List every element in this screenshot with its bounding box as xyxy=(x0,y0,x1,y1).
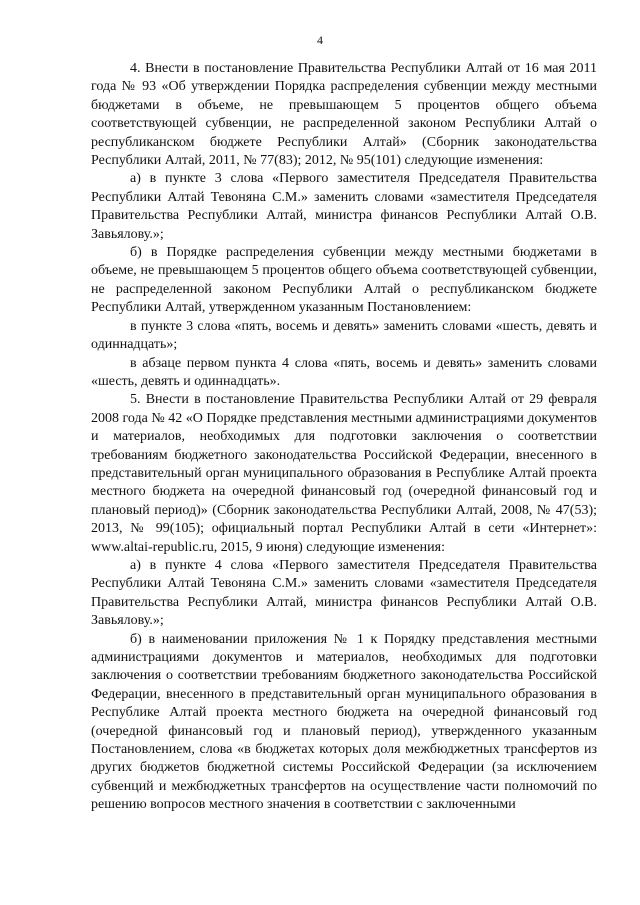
paragraph-item-5: 5. Внести в постановление Правительства Республики Алтай от 29 февраля 2008 года № 42 «О Порядке представления местными администрациями документов и материалов, необходимых для подготовки заключения о соответствии требованиям бюджетного законодательства Российской Федерации, внесенного в представительный орган муниципального образования в Республике Алтай проекта местного бюджета на очередной финансовый год (очередной финансовый год и плановый период)» (Сборник законодательства Республики Алтай, 2008, № 47(53); 2013, № 99(105); официальный портал Республики Алтай в сети «Интернет»: www.altai-republic.ru, 2015, 9 июня) следующие изменения: xyxy=(91,392,597,555)
paragraph-subitem-5b: б) в наименовании приложения № 1 к Порядку представления местными администрациями документов и материалов, необходимых для подготовки заключения о соответствии требованиям бюджетного законодательства Российской Федерации, внесенного в представительный орган муниципального образования в Республике Алтай проекта местного бюджета на очередной финансовый год (очередной финансовый год и плановый период), утвержденного указанным Постановлением, слова «в бюджетах которых доля межбюджетных трансфертов из других бюджетов бюджетной системы Российской Федерации (за исключением субвенций и межбюджетных трансфертов на осуществление части полномочий по решению вопросов местного значения в соответствии с заключенными xyxy=(91,631,597,813)
paragraph-subitem-4b: б) в Порядке распределения субвенции между местными бюджетами в объеме, не превышающем 5 процентов общего объема соответствующей субвенции, не распределенной законом Республики Алтай о республиканском бюджете Республики Алтай, утвержденном указанным Постановлением: xyxy=(91,245,597,316)
paragraph-subitem-4a: а) в пункте 3 слова «Первого заместителя Председателя Правительства Республики Алтай Тевоняна С.М.» заменить словами «заместителя Председателя Правительства Республики Алтай, министра финансов Республики Алтай О.В. Завьялову.»; xyxy=(91,171,597,242)
paragraph-amendment-point-4: в абзаце первом пункта 4 слова «пять, восемь и девять» заменить словами «шесть, девять и одиннадцать». xyxy=(91,355,597,389)
page-number: 4 xyxy=(317,33,323,47)
document-body xyxy=(91,60,597,815)
paragraph-amendment-point-3: в пункте 3 слова «пять, восемь и девять» заменить словами «шесть, девять и одиннадцать»; xyxy=(91,318,597,353)
paragraph-item-4: 4. Внести в постановление Правительства Республики Алтай от 16 мая 2011 года № 93 «Об утверждении Порядка распределения субвенции между местными бюджетами в объеме, не превышающем 5 процентов общего объема соответствующей субвенции, не распределенной законом Республики Алтай о республиканском бюджете Республики Алтай» (Сборник законодательства Республики Алтай, 2011, № 77(83); 2012, № 95(101) следующие изменения: xyxy=(91,61,597,169)
paragraph-subitem-5a: а) в пункте 4 слова «Первого заместителя Председателя Правительства Республики Алтай Тевоняна С.М.» заменить словами «заместителя Председателя Правительства Республики Алтай, министра финансов Республики Алтай О.В. Завьялову.»; xyxy=(91,557,597,629)
